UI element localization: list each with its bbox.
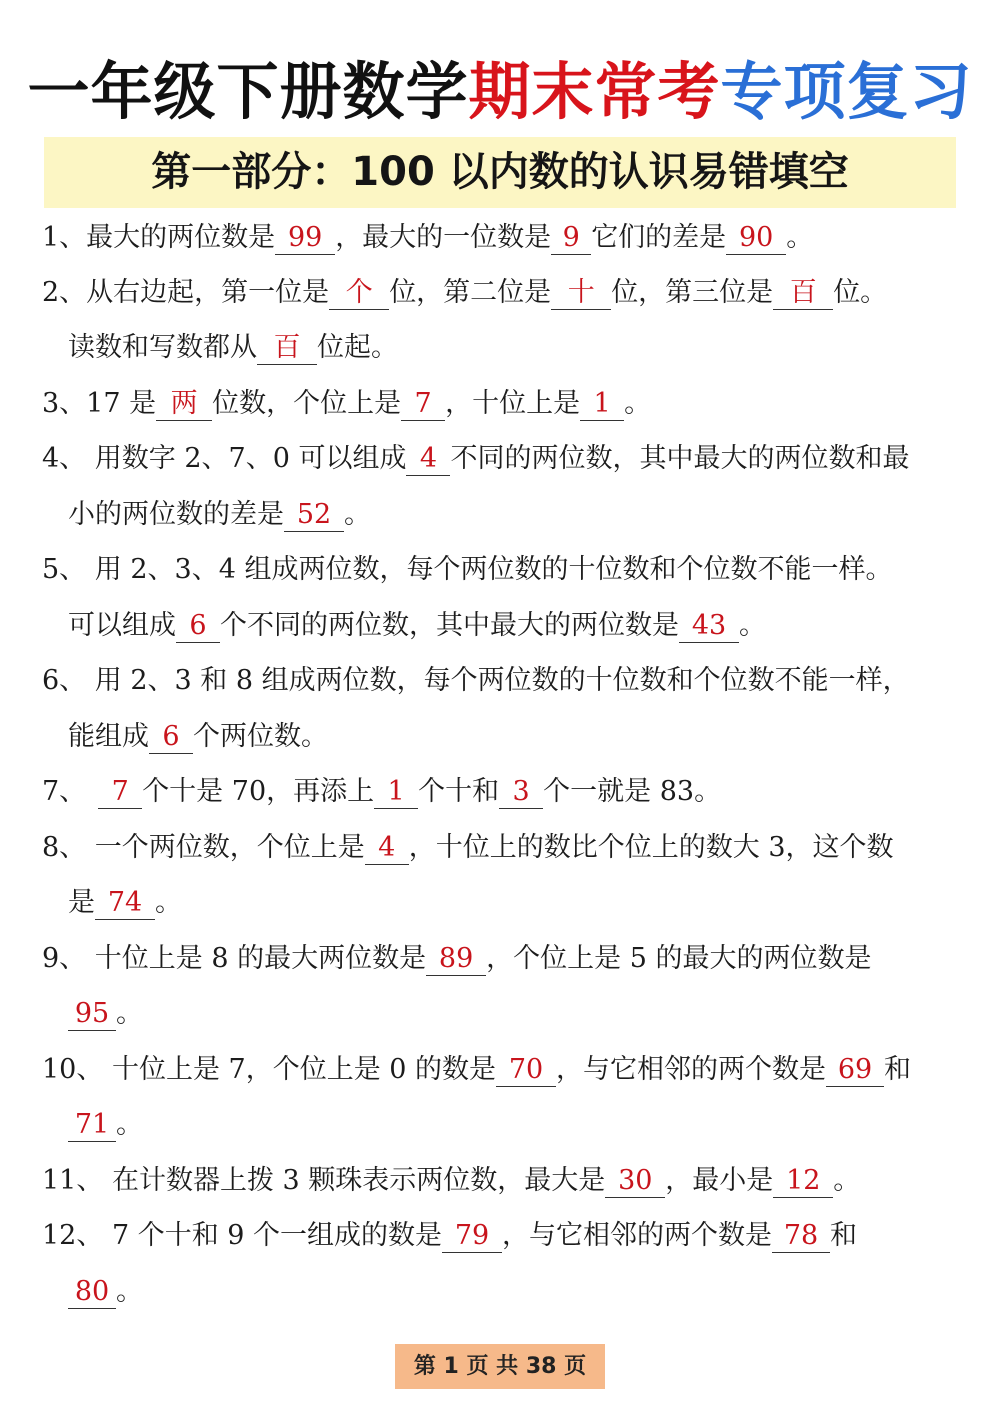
answer-blank: 3 xyxy=(499,776,543,809)
question-5-continued: 可以组成 6 个不同的两位数，其中最大的两位数是 43 。 xyxy=(68,610,766,641)
answer-blank: 4 xyxy=(365,832,409,865)
answer-blank: 78 xyxy=(772,1220,830,1253)
question-12: 12、 7 个十和 9 个一组成的数是 79 ，与它相邻的两个数是 78 和 xyxy=(42,1220,858,1251)
question-6-continued: 能组成 6 个两位数。 xyxy=(68,721,328,752)
question-6: 6、 用 2、3 和 8 组成两位数，每个两位数的十位数和个位数不能一样， xyxy=(42,665,910,696)
question-12-continued: 80 。 xyxy=(68,1272,143,1312)
question-8-continued: 是 74 。 xyxy=(68,887,182,918)
answer-blank: 89 xyxy=(426,943,486,976)
answer-blank: 百 xyxy=(257,332,317,365)
answer-blank: 79 xyxy=(442,1220,502,1253)
question-4-continued: 小的两位数的差是 52 。 xyxy=(68,499,371,530)
answer-blank: 43 xyxy=(679,610,739,643)
question-9: 9、 十位上是 8 的最大两位数是 89 ，个位上是 5 的最大的两位数是 xyxy=(42,943,872,974)
question-1: 1、最大的两位数是 99 ，最大的一位数是 9 它们的差是 90 。 xyxy=(42,222,814,253)
answer-blank: 4 xyxy=(406,443,450,476)
title-part-review: 专项复习 xyxy=(720,55,973,128)
answer-blank: 两 xyxy=(156,388,212,421)
answer-blank: 99 xyxy=(275,222,335,255)
answer-blank: 7 xyxy=(98,776,142,809)
answer-blank: 9 xyxy=(551,222,591,255)
answer-blank: 95 xyxy=(68,998,116,1031)
answer-blank: 6 xyxy=(176,610,220,643)
answer-blank: 69 xyxy=(826,1054,884,1087)
question-2-continued: 读数和写数都从 百 位起。 xyxy=(68,332,398,363)
title-part-exam: 期末常考 xyxy=(468,55,721,128)
question-9-continued: 95 。 xyxy=(68,994,143,1034)
answer-blank: 6 xyxy=(149,721,193,754)
answer-blank: 1 xyxy=(374,776,418,809)
question-4: 4、 用数字 2、7、0 可以组成 4 不同的两位数，其中最大的两位数和最 xyxy=(42,443,910,474)
question-2: 2、从右边起，第一位是 个 位，第二位是 十 位，第三位是 百 位。 xyxy=(42,277,888,308)
question-11: 11、 在计数器上拨 3 颗珠表示两位数，最大是 30 ，最小是 12 。 xyxy=(42,1165,861,1196)
answer-blank: 12 xyxy=(773,1165,833,1198)
section-title: 第一部分：100 以内数的认识易错填空 xyxy=(151,149,849,195)
answer-blank: 百 xyxy=(773,277,833,310)
title-part-grade: 一年级下册数学 xyxy=(27,55,469,128)
answer-blank: 7 xyxy=(401,388,445,421)
answer-blank: 个 xyxy=(329,277,389,310)
answer-blank: 十 xyxy=(551,277,611,310)
answer-blank: 70 xyxy=(496,1054,556,1087)
question-3: 3、17 是 两 位数，个位上是 7 ，十位上是 1 。 xyxy=(42,388,652,419)
answer-blank: 74 xyxy=(95,887,155,920)
question-7: 7、 7 个十是 70，再添上 1 个十和 3 个一就是 83。 xyxy=(42,776,722,807)
answer-blank: 80 xyxy=(68,1276,116,1309)
answer-blank: 1 xyxy=(580,388,624,421)
question-5: 5、 用 2、3、4 组成两位数，每个两位数的十位数和个位数不能一样。 xyxy=(42,554,893,585)
page-number-footer: 第 1 页 共 38 页 xyxy=(395,1344,605,1389)
answer-blank: 90 xyxy=(726,222,786,255)
answer-blank: 71 xyxy=(68,1109,116,1142)
question-10: 10、 十位上是 7，个位上是 0 的数是 70 ，与它相邻的两个数是 69 和 xyxy=(42,1054,912,1085)
answer-blank: 52 xyxy=(284,499,344,532)
page-title xyxy=(0,52,1000,132)
answer-blank: 30 xyxy=(605,1165,665,1198)
question-8: 8、 一个两位数，个位上是 4 ，十位上的数比个位上的数大 3，这个数 xyxy=(42,832,894,863)
question-10-continued: 71 。 xyxy=(68,1105,143,1145)
